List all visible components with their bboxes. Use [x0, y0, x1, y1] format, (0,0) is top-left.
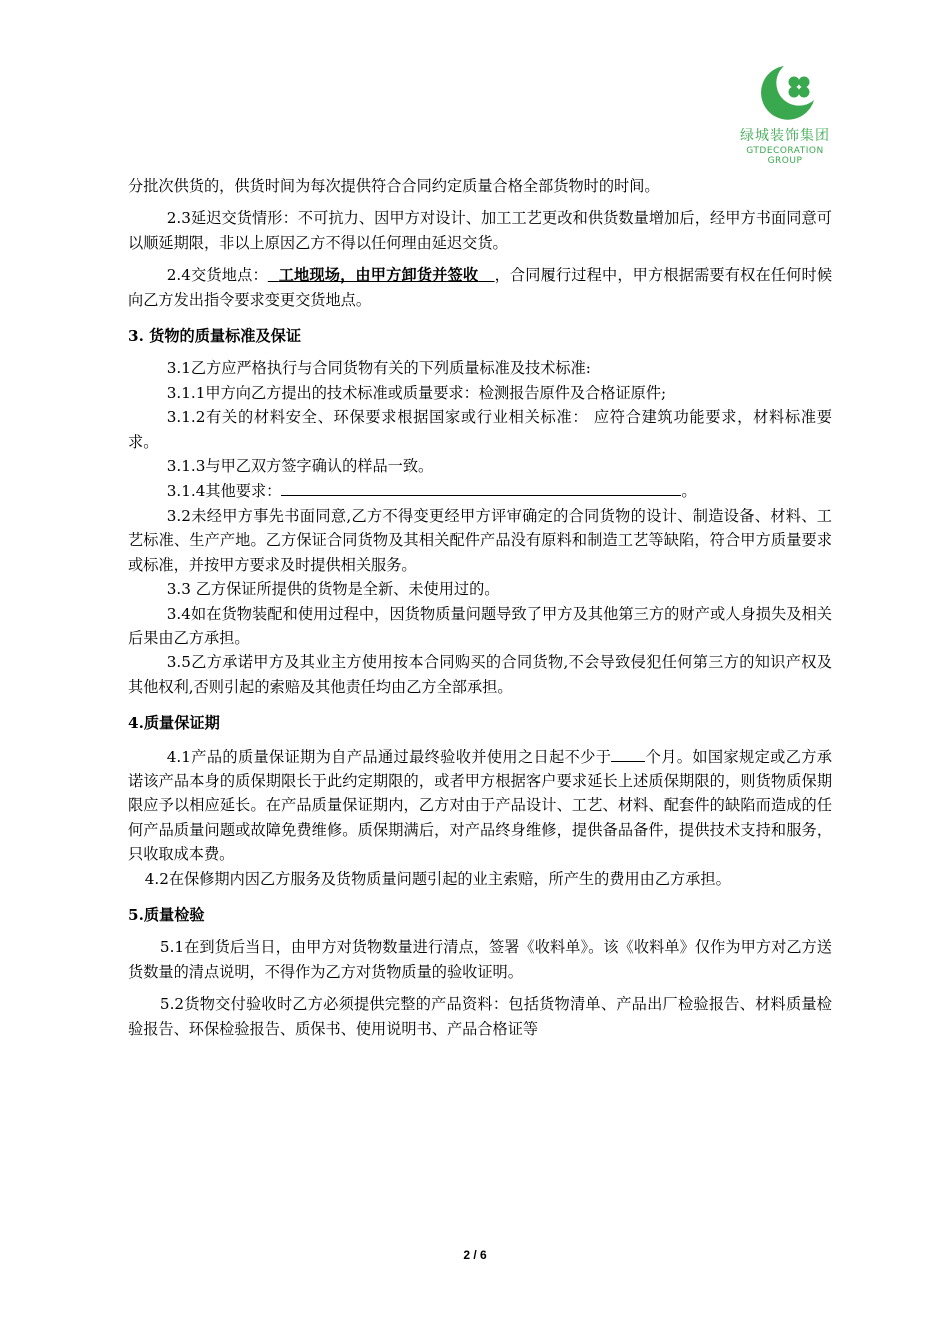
warranty-months-blank: [611, 744, 645, 762]
clause-3-1-4-end: 。: [681, 482, 697, 501]
section-heading-5: 5.质量检验: [128, 905, 205, 924]
clause-4-2: 4.2在保修期内因乙方服务及货物质量问题引起的业主索赔，所产生的费用由乙方承担。: [144, 869, 731, 888]
section-heading-4: 4.质量保证期: [128, 714, 220, 733]
delivery-location-field: [268, 266, 495, 284]
clause-3-1: 3.1乙方应严格执行与合同货物有关的下列质量标准及技术标准:: [166, 359, 591, 378]
other-requirements-blank: [281, 478, 681, 496]
section-heading-3: 3. 货物的质量标准及保证: [128, 327, 302, 346]
clause-3-1-4: [128, 478, 832, 503]
clause-4-1-rest: 个月。如国家规定或乙方承诺该产品本身的质保期限长于此约定期限的，或者甲方根据客户要求延长上述质保期限的，则货物质保期限应予以相应延长。在产品质量保证期内，乙方对由于产品设计、工艺、材料、配套件的缺陷而造成的任何产品质量问题或故障免费维修。质保期满后，对产品终身维修，提供备品备件，提供技术支持和服务，只收取成本费。: [128, 747, 832, 864]
page-number: 2 / 6: [463, 1248, 487, 1262]
clause-3-2: 3.2未经甲方事先书面同意,乙方不得变更经甲方评审确定的合同货物的设计、制造设备、材料、工艺标准、生产产地。乙方保证合同货物及其相关配件产品没有原料和制造工艺等缺陷，符合甲方质量要求或标准，并按甲方要求及时提供相关服务。: [128, 506, 832, 574]
logo-chinese-name: 绿城装饰集团: [740, 128, 830, 144]
clause-2-4-lead: 2.4交货地点：: [166, 266, 268, 285]
clause-2-4-rest: ，合同履行过程中，甲方根据需要有权在任何时候向乙方发出指令要求变更交货地点。: [128, 266, 833, 309]
clause-4-1: [128, 744, 832, 867]
clause-3-1-4-lead: 3.1.4其他要求：: [166, 482, 282, 501]
clause-4-1-lead: 4.1产品的质量保证期为自产品通过最终验收并使用之日起不少于: [166, 747, 612, 766]
delivery-location-value: 工地现场，由甲方卸货并签收: [278, 266, 479, 285]
paragraph-continuation: 分批次供货的，供货时间为每次提供符合合同约定质量合格全部货物时的时间。: [128, 177, 660, 195]
clause-5-1: 5.1在到货后当日，由甲方对货物数量进行清点，签署《收料单》。该《收料单》仅作为甲方对乙方送货数量的清点说明，不得作为乙方对货物质量的验收证明。: [128, 938, 832, 981]
clause-3-5: 3.5乙方承诺甲方及其业主方使用按本合同购买的合同货物,不会导致侵犯任何第三方的知识产权及其他权利,否则引起的索赔及其他责任均由乙方全部承担。: [128, 653, 832, 696]
clause-3-1-1: 3.1.1甲方向乙方提出的技术标准或质量要求：检测报告原件及合格证原件;: [166, 383, 667, 402]
clause-3-1-3: 3.1.3与甲乙双方签字确认的样品一致。: [166, 457, 434, 476]
clause-3-3: 3.3 乙方保证所提供的货物是全新、未使用过的。: [166, 580, 500, 599]
logo-english-name: GTDECORATION GROUP: [746, 146, 824, 166]
clause-3-4: 3.4如在货物装配和使用过程中，因货物质量问题导致了甲方及其他第三方的财产或人身损失及相关后果由乙方承担。: [128, 604, 832, 647]
clause-2-3: 2.3延迟交货情形：不可抗力、因甲方对设计、加工工艺更改和供货数量增加后，经甲方书面同意可以顺延期限，非以上原因乙方不得以任何理由延迟交货。: [128, 209, 832, 252]
company-logo: [730, 62, 840, 166]
clause-2-4: [128, 263, 832, 312]
document-body: [128, 174, 832, 1041]
clause-3-1-2: 3.1.2有关的材料安全、环保要求根据国家或行业相关标准： 应符合建筑功能要求，材料标准要求。: [128, 408, 832, 451]
clause-5-2: 5.2货物交付验收时乙方必须提供完整的产品资料：包括货物清单、产品出厂检验报告、材料质量检验报告、环保检验报告、质保书、使用说明书、产品合格证等: [128, 995, 832, 1038]
clover-logo-icon: [754, 62, 818, 122]
